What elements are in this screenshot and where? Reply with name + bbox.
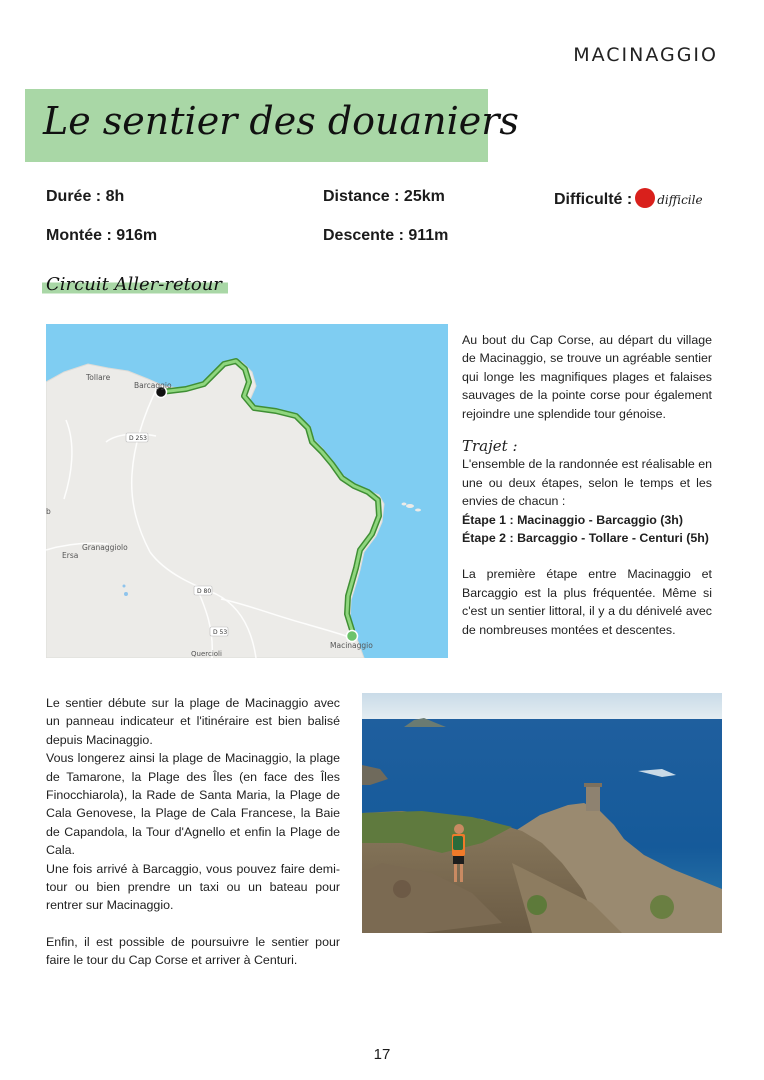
map-label-tollare: Tollare (86, 373, 111, 382)
stat-distance: Distance : 25km (323, 188, 445, 205)
map-label-macinaggio: Macinaggio (330, 641, 373, 650)
header-place-name: MACINAGGIO (573, 44, 718, 66)
bush (393, 880, 411, 898)
hiker-leg (454, 864, 457, 882)
difficulty-label: Difficulté : (554, 191, 633, 208)
map-label-barcaggio: Barcaggio (134, 381, 172, 390)
hiker-leg (460, 864, 463, 882)
road-label-d253: D 253 (129, 435, 147, 442)
stat-difficulty (554, 188, 703, 209)
hiker-head (454, 824, 464, 834)
title-banner (25, 89, 519, 162)
tower-top (584, 783, 602, 787)
difficulty-dot-icon (635, 188, 655, 208)
difficulty-value: difficile (657, 193, 703, 207)
description-paragraph-2: Vous longerez ainsi la plage de Macinaggio, la plage de Tamarone, la Plage des Îles (en face des Îles Finocchiarola), la Rade de Santa Maria, la Plage de Cala Genovese, la Plage de Cala Francese, la Baie de Capandola, la Tour d'Agnello et enfin la Plage de Cala. (46, 751, 340, 858)
hiker-backpack (453, 836, 463, 850)
page-number: 17 (373, 1046, 391, 1063)
sky (362, 693, 722, 721)
description-paragraph-1: Le sentier débute sur la plage de Macinaggio avec un panneau indicateur et l'itinéraire est bien balisé depuis Macinaggio. (46, 696, 340, 747)
stat-ascent: Montée : 916m (46, 227, 158, 244)
map-label-ersa: Ersa (62, 551, 79, 560)
intro-column (462, 331, 712, 639)
etape-1: Étape 1 : Macinaggio - Barcaggio (3h) (462, 512, 683, 527)
route-map-svg (46, 324, 448, 658)
end-marker-icon (347, 631, 358, 642)
genoese-tower (586, 785, 600, 811)
bush (650, 895, 674, 919)
stat-descent: Descente : 911m (323, 227, 449, 244)
photo-svg (362, 693, 722, 933)
route-description (46, 694, 340, 970)
road-label-d80: D 80 (197, 588, 212, 595)
trajet-text: L'ensemble de la randonnée est réalisable en une ou deux étapes, selon le temps et les envies de chacun : (462, 457, 712, 509)
description-paragraph-3: Une fois arrivé à Barcaggio, vous pouvez faire demi-tour ou bien prendre un taxi ou un bateau pour rentrer sur Macinaggio. (46, 861, 340, 913)
hiker-shorts (453, 856, 464, 864)
description-paragraph-4: Enfin, il est possible de poursuivre le sentier pour faire le tour du Cap Corse et arriver à Centuri. (46, 934, 340, 968)
road-label-d53: D 53 (213, 629, 228, 636)
stat-duration: Durée : 8h (46, 188, 125, 205)
page-title: Le sentier des douaniers (43, 99, 519, 143)
finocchiarola-island (406, 504, 414, 508)
route-map (46, 324, 448, 658)
finocchiarola-island (402, 503, 407, 506)
circuit-type: Circuit Aller-retour (42, 274, 228, 295)
premiere-etape-paragraph: La première étape entre Macinaggio et Barcaggio est la plus fréquentée. Même si c'est un sentier littoral, il y a du dénivelé avec de nombreuses montées et descentes. (462, 567, 712, 637)
map-label-granaggiolo: Granaggiolo (82, 543, 128, 552)
intro-paragraph: Au bout du Cap Corse, au départ du village de Macinaggio, se trouve un agréable sentier qui longe les magnifiques plages et falaises sauvages de la pointe corse pour également rejoindre une splendide tour génoise. (462, 333, 712, 421)
bush (527, 895, 547, 915)
pond-marker (124, 592, 128, 596)
trajet-title: Trajet : (462, 437, 518, 456)
hiker-coast-photo (362, 693, 722, 933)
map-label-quercioli: Quercioli (191, 650, 222, 658)
map-label-edge: b (46, 507, 51, 516)
pond-marker (123, 585, 126, 588)
finocchiarola-island (415, 509, 421, 512)
etape-2: Étape 2 : Barcaggio - Tollare - Centuri (5h) (462, 531, 709, 546)
